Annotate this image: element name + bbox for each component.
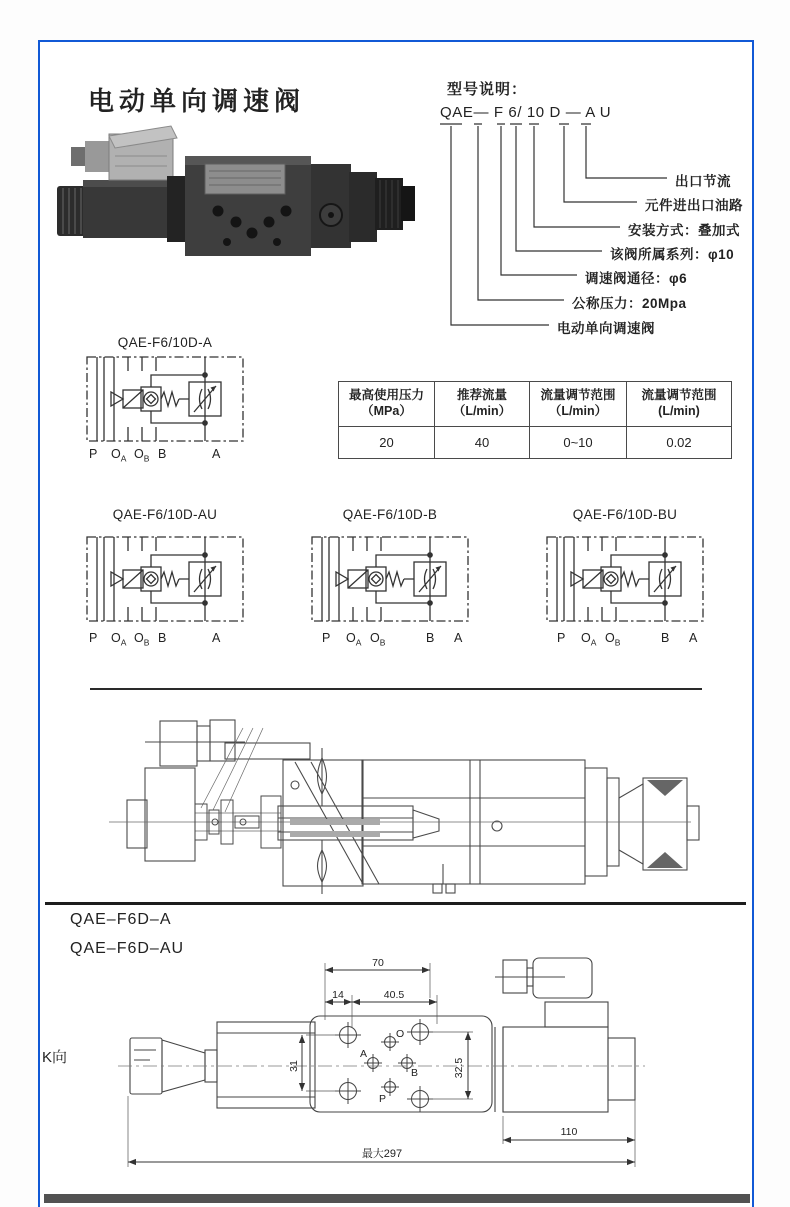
schematic-title: QAE-F6/10D-BU [572, 507, 678, 522]
hydraulic-symbol [310, 535, 470, 623]
product-photo [55, 120, 423, 265]
callout-pressure: 公称压力：20Mpa [572, 296, 687, 311]
schematic-title: QAE-F6/10D-A [117, 335, 213, 350]
schematic-qae-f6-10d-b [310, 505, 476, 665]
port-o-label: O [396, 1028, 405, 1040]
port-label-ob: $O_B$ [134, 631, 150, 648]
spec-value: 40 [434, 427, 529, 458]
schematic-title: QAE-F6/10D-B [342, 507, 438, 522]
schematic-qae-f6-10d-au [85, 505, 251, 665]
spec-value: 0~10 [529, 427, 626, 458]
port-p-label: P [379, 1093, 387, 1105]
section-divider [45, 902, 746, 905]
spec-table [338, 381, 732, 459]
hydraulic-symbol [545, 535, 705, 623]
model-name-au: QAE–F6D–AU [70, 940, 185, 957]
port-label-p: P [89, 447, 98, 461]
schematic-qae-f6-10d-bu [545, 505, 711, 665]
port-b-label: B [411, 1067, 419, 1079]
spec-header: 最高使用压力 （MPa） [339, 382, 434, 427]
cross-section-drawing [95, 698, 705, 898]
callout-mounting: 安装方式：叠加式 [628, 223, 740, 238]
port-label-b: B [158, 447, 167, 461]
port-label-oa: $O_A$ [111, 631, 127, 648]
port-label-oa: $O_A$ [111, 447, 127, 464]
model-name-a: QAE–F6D–A [70, 911, 172, 928]
spec-value: 0.02 [626, 427, 731, 458]
port-label-b: B [426, 631, 435, 645]
port-label-a: A [212, 631, 221, 645]
dim-110: 110 [560, 1126, 578, 1138]
dim-70: 70 [372, 957, 384, 969]
dim-40-5: 40.5 [383, 989, 405, 1001]
callout-valve-bore: 调速阀通径：φ6 [585, 271, 688, 286]
hydraulic-symbol [85, 535, 245, 623]
callout-valve-name: 电动单向调速阀 [557, 321, 655, 336]
port-label-p: P [89, 631, 98, 645]
spec-value: 20 [379, 435, 394, 450]
dim-31: 31 [288, 1060, 300, 1072]
callout-outlet-throttle: 出口节流 [675, 174, 731, 189]
dim-32-5: 32.5 [453, 1057, 465, 1079]
schematic-qae-f6-10d-a [85, 333, 251, 493]
spec-header: 流量调节范围 (L/min) [626, 382, 731, 427]
port-label-oa: $O_A$ [581, 631, 597, 648]
port-label-b: B [661, 631, 670, 645]
page-title: 电动单向调速阀 [88, 86, 306, 117]
port-label-ob: $O_B$ [605, 631, 621, 648]
port-label-b: B [158, 631, 167, 645]
bottom-bar [44, 1194, 750, 1203]
port-label-p: P [322, 631, 331, 645]
port-label-oa: $O_A$ [346, 631, 362, 648]
hydraulic-symbol [85, 355, 245, 443]
port-label-ob: $O_B$ [370, 631, 386, 648]
spec-header: 推荐流量 （L/min） [434, 382, 529, 427]
callout-series: 该阀所属系列：φ10 [610, 247, 735, 262]
spec-header: 流量调节范围 （L/min） [529, 382, 626, 427]
port-label-ob: $O_B$ [134, 447, 150, 464]
port-label-a: A [212, 447, 221, 461]
callout-port-circuit: 元件进出口油路 [645, 198, 743, 213]
schematic-title: QAE-F6/10D-AU [112, 507, 218, 522]
port-label-a: A [454, 631, 463, 645]
port-label-p: P [557, 631, 566, 645]
model-code: QAE— F 6/ 10 D — A U [440, 104, 612, 121]
model-legend-heading: 型号说明： [447, 81, 528, 98]
section-divider [90, 688, 702, 690]
dim-overall-297: 最大297 [361, 1148, 403, 1160]
dim-14: 14 [332, 989, 344, 1001]
port-a-label: A [360, 1048, 368, 1060]
view-direction-label: K向 [42, 1049, 68, 1066]
port-label-a: A [689, 631, 698, 645]
outline-drawing [100, 950, 660, 1175]
